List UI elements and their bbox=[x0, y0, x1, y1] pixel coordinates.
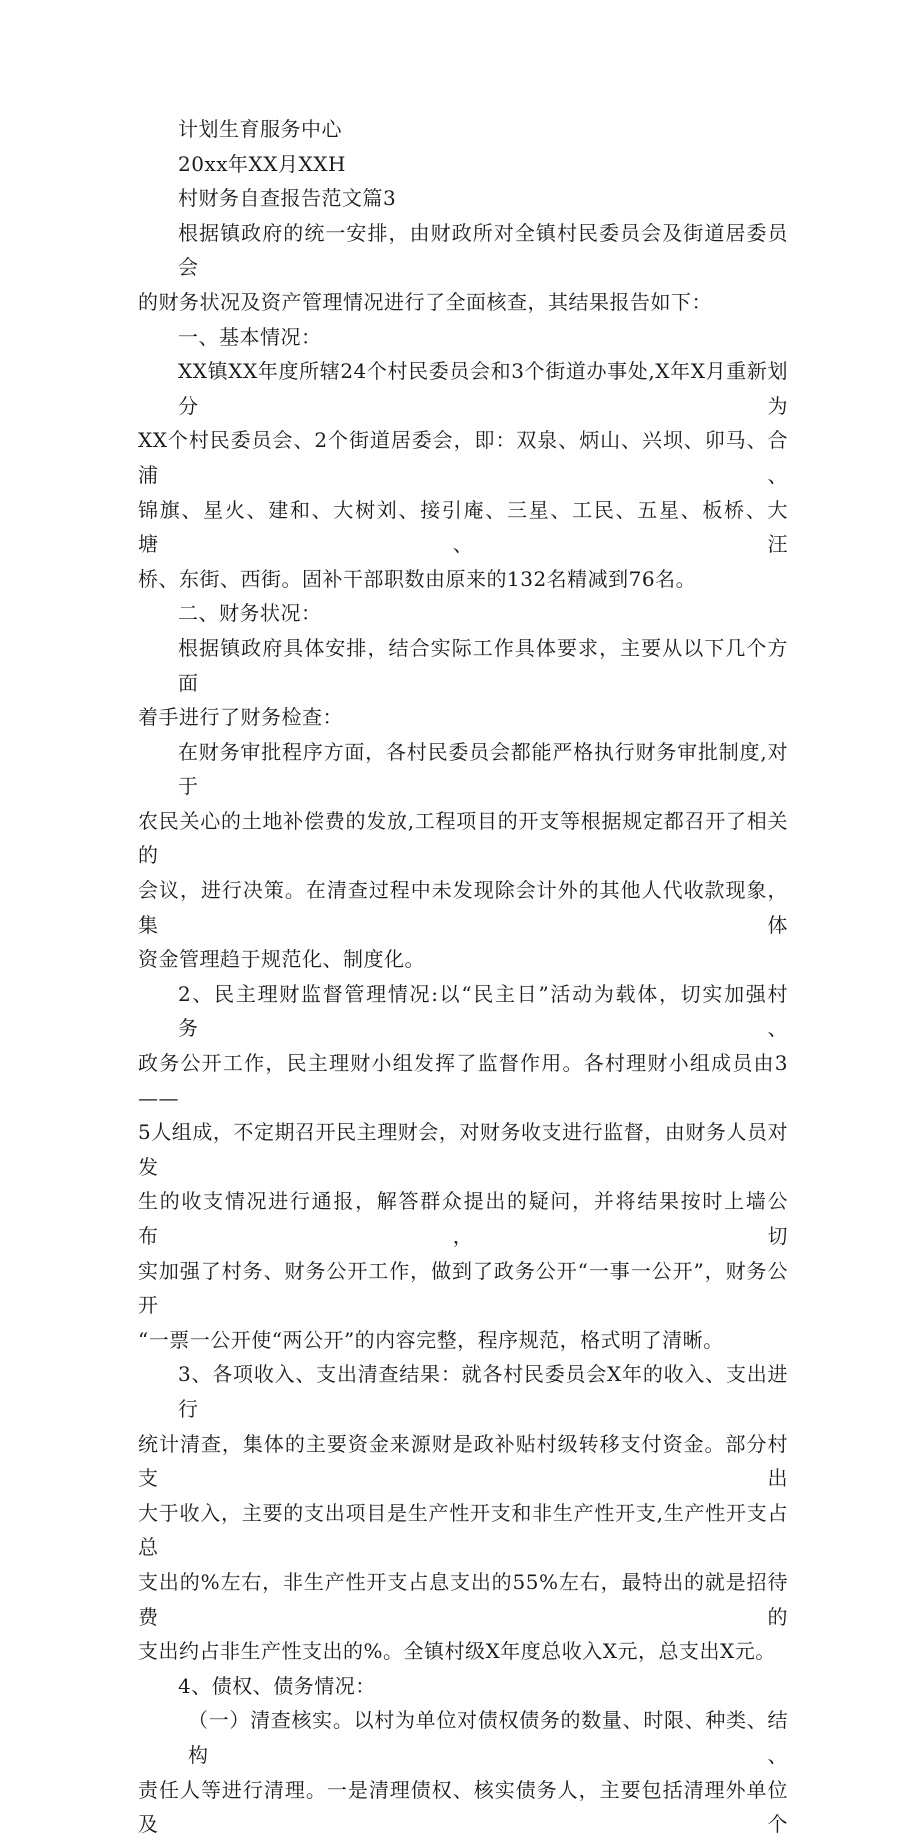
paragraph-line: 着手进行了财务检查： bbox=[138, 705, 343, 730]
heading-basic-situation: 一、基本情况： bbox=[178, 324, 322, 349]
paragraph-line: “一票一公开使“两公开”的内容完整，程序规范，格式明了清晰。 bbox=[138, 1327, 724, 1352]
paragraph-line: XX个村民委员会、2个街道居委会，即：双泉、炳山、兴坝、卯马、合浦、 bbox=[138, 428, 788, 487]
paragraph-line: 生的收支情况进行通报，解答群众提出的疑问，并将结果按时上墙公布，切 bbox=[138, 1189, 788, 1248]
paragraph-line: 支出约占非生产性支出的%。全镇村级X年度总收入X元，总支出X元。 bbox=[138, 1639, 776, 1664]
paragraph-line: 根据镇政府的统一安排，由财政所对全镇村民委员会及街道居委员会 bbox=[178, 220, 788, 280]
document-body bbox=[138, 112, 788, 1842]
paragraph-line: （一）清查核实。以村为单位对债权债务的数量、时限、种类、结构、 bbox=[188, 1708, 788, 1767]
paragraph-line: 会议，进行决策。在清查过程中未发现除会计外的其他人代收款现象，集体 bbox=[138, 878, 788, 937]
paragraph-line: 3、各项收入、支出清查结果：就各村民委员会X年的收入、支出进行 bbox=[178, 1362, 788, 1421]
paragraph-line: 农民关心的土地补偿费的发放,工程项目的开支等根据规定都召开了相关的 bbox=[138, 808, 788, 868]
paragraph-line: 根据镇政府具体安排，结合实际工作具体要求，主要从以下几个方面 bbox=[178, 635, 788, 695]
section-title: 村财务自查报告范文篇3 bbox=[178, 186, 397, 211]
heading-debt-situation: 4、债权、债务情况： bbox=[178, 1673, 376, 1698]
paragraph-line: 锦旗、星火、建和、大树刘、接引庵、三星、工民、五星、板桥、大塘、汪 bbox=[138, 497, 788, 557]
paragraph-line: 2、民主理财监督管理情况:以“民主日”活动为载体，切实加强村务、 bbox=[178, 981, 788, 1041]
paragraph-line: 桥、东街、西街。固补干部职数由原来的132名精减到76名。 bbox=[138, 566, 697, 591]
heading-financial-situation: 二、财务状况： bbox=[178, 601, 322, 626]
paragraph-line: XX镇XX年度所辖24个村民委员会和3个街道办事处,X年X月重新划分为 bbox=[178, 359, 788, 418]
paragraph-line: 在财务审批程序方面，各村民委员会都能严格执行财务审批制度,对于 bbox=[178, 739, 788, 799]
date-line: 20xx年XX月XXH bbox=[178, 151, 346, 176]
paragraph-line: 责任人等进行清理。一是清理债权、核实债务人，主要包括清理外单位及个 bbox=[138, 1777, 788, 1837]
paragraph-line: 统计清查，集体的主要资金来源财是政补贴村级转移支付资金。部分村支出 bbox=[138, 1431, 788, 1491]
paragraph-line: 5人组成，不定期召开民主理财会，对财务收支进行监督，由财务人员对发 bbox=[138, 1120, 788, 1179]
org-name-line: 计划生育服务中心 bbox=[178, 117, 342, 141]
paragraph-line: 的财务状况及资产管理情况进行了全面核查，其结果报告如下： bbox=[138, 289, 712, 314]
paragraph-line: 支出的%左右，非生产性开支占息支出的55%左右，最特出的就是招待费的 bbox=[138, 1569, 788, 1629]
paragraph-line: 实加强了村务、财务公开工作，做到了政务公开“一事一公开”，财务公开 bbox=[138, 1258, 788, 1318]
paragraph-line: 政务公开工作，民主理财小组发挥了监督作用。各村理财小组成员由3—— bbox=[138, 1051, 788, 1110]
paragraph-line: 资金管理趋于规范化、制度化。 bbox=[138, 947, 425, 972]
paragraph-line: 大于收入，主要的支出项目是生产性开支和非生产性开支,生产性开支占总 bbox=[138, 1500, 788, 1560]
